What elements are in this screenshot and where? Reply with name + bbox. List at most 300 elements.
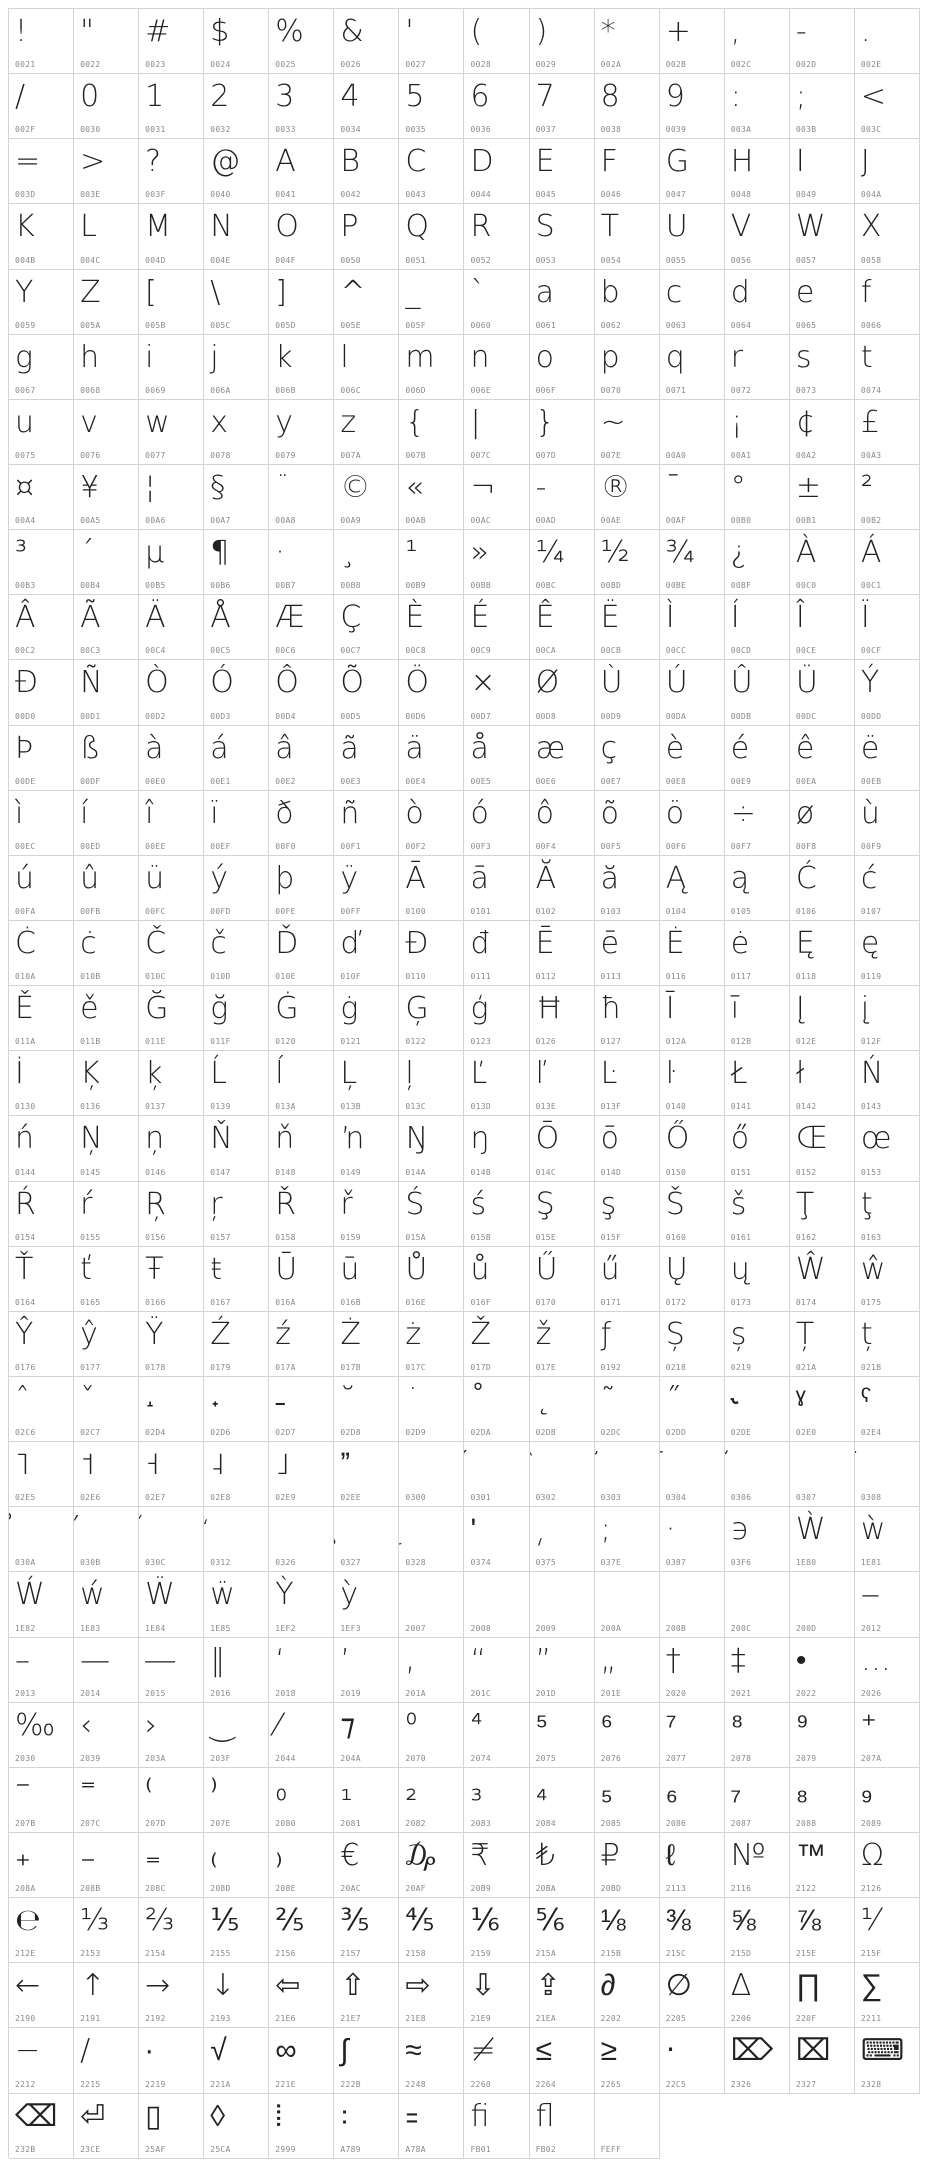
glyph-sample: ˘ [340,1381,356,1417]
glyph-sample: ₁ [340,1772,353,1808]
glyph-cell [855,204,920,269]
glyph-cell [269,726,334,791]
codepoint-label: 2009 [535,1623,557,1633]
codepoint-label: 0047 [665,190,687,200]
codepoint-label: 00BD [600,581,622,591]
codepoint-label: 02E8 [210,1493,231,1503]
codepoint-label: 00E0 [145,776,166,786]
glyph-sample: ŧ [210,1251,222,1287]
glyph-cell [334,986,399,1051]
glyph-cell [855,1963,920,2028]
glyph-sample: Ħ [535,991,564,1027]
glyph-cell [204,2028,269,2093]
glyph-sample: ₀ [275,1772,288,1808]
glyph-cell [399,465,464,530]
glyph-sample: ˦ [80,1447,95,1483]
glyph-cell [9,1116,74,1181]
codepoint-label: 0026 [340,60,361,70]
glyph-cell [725,660,790,725]
codepoint-label: 0034 [340,125,361,135]
codepoint-label: 2157 [340,1949,361,1959]
codepoint-label: 004E [210,255,231,265]
glyph-sample: „ [600,1642,617,1678]
glyph-cell [464,1312,529,1377]
glyph-cell [725,530,790,595]
codepoint-label: 011B [80,1037,101,1047]
glyph-cell [660,1312,725,1377]
glyph-sample: ŵ [860,1251,886,1287]
glyph-cell [269,1507,334,1572]
glyph-cell [74,139,139,204]
codepoint-label: 00D9 [600,711,622,721]
glyph-cell [855,1898,920,1963]
codepoint-label: 00C5 [210,646,231,656]
glyph-sample: ⁸ [730,1707,744,1743]
glyph-cell [855,465,920,530]
codepoint-label: 0157 [210,1232,231,1242]
glyph-sample: Ľ [470,1056,488,1092]
glyph-sample: ⇪ [535,1968,561,2004]
glyph-cell [725,1051,790,1116]
glyph-sample: # [145,14,171,49]
codepoint-label: 0306 [730,1493,752,1503]
glyph-cell [595,1638,660,1703]
glyph-sample: l [340,339,349,375]
glyph-cell [855,1247,920,1312]
glyph-cell [464,791,529,856]
codepoint-label: 011E [145,1037,166,1047]
glyph-sample: î [145,795,154,831]
codepoint-label: 0046 [600,190,622,200]
codepoint-label: 0142 [795,1102,817,1112]
glyph-cell [139,1703,204,1768]
glyph-sample: ï [210,795,219,831]
glyph-sample: ć [860,860,878,896]
glyph-cell [399,270,464,335]
glyph-cell [660,726,725,791]
codepoint-label: FB01 [470,2144,491,2154]
glyph-sample: ľ [535,1056,547,1092]
glyph-cell [855,856,920,921]
codepoint-label: 200C [730,1623,752,1633]
glyph-sample: å [470,730,489,766]
glyph-sample: İ [15,1056,24,1092]
glyph-sample: ŗ [210,1186,223,1222]
glyph-sample: ₺ [535,1837,555,1873]
codepoint-label: 0155 [80,1232,101,1242]
glyph-cell [595,465,660,530]
codepoint-label: 00A9 [340,516,361,526]
glyph-sample: 3 [275,79,295,115]
glyph-sample: ˆ [15,1381,30,1417]
codepoint-label: 2013 [15,1688,36,1698]
codepoint-label: 200B [665,1623,687,1633]
glyph-sample: Ì [665,600,675,636]
glyph-cell [269,270,334,335]
codepoint-label: 2083 [470,1818,491,1828]
glyph-sample: ∫ [340,2033,349,2069]
glyph-sample: : [730,79,741,115]
codepoint-label: 0031 [145,125,166,135]
glyph-sample: § [210,469,226,505]
codepoint-label: 201D [535,1688,557,1698]
glyph-cell [790,791,855,856]
codepoint-label: 0111 [470,972,491,982]
glyph-sample: ő [730,1121,750,1157]
glyph-sample: G [665,144,689,180]
glyph-sample: ỳ [340,1577,359,1613]
glyph-cell [334,2028,399,2093]
codepoint-label: 2999 [275,2144,296,2154]
codepoint-label: 0120 [275,1037,296,1047]
codepoint-label: 02DC [600,1428,622,1438]
glyph-sample: ℮ [15,1903,41,1939]
glyph-cell [790,9,855,74]
glyph-cell [269,1182,334,1247]
glyph-cell [334,1963,399,2028]
glyph-cell [399,2028,464,2093]
codepoint-label: 007D [535,450,557,460]
codepoint-label: 2020 [665,1688,687,1698]
codepoint-label: 2082 [405,1818,426,1828]
glyph-sample: è [665,730,685,766]
glyph-cell [725,2028,790,2093]
glyph-cell [139,726,204,791]
glyph-sample: Ø [535,665,560,701]
codepoint-label: 2087 [730,1818,752,1828]
codepoint-label: 00F3 [470,841,491,851]
glyph-sample: þ [275,860,295,896]
glyph-cell [660,1703,725,1768]
codepoint-label: 0173 [730,1297,752,1307]
codepoint-label: 00B8 [340,581,361,591]
glyph-sample: ŀ [665,1056,676,1092]
codepoint-label: 2016 [210,1688,231,1698]
codepoint-label: 215E [795,1949,817,1959]
glyph-cell [660,1116,725,1181]
codepoint-label: 003F [145,190,166,200]
glyph-cell [530,791,595,856]
codepoint-label: 006C [340,385,361,395]
glyph-cell [725,1963,790,2028]
glyph-cell [9,595,74,660]
glyph-cell [790,1507,855,1572]
glyph-cell [269,2028,334,2093]
glyph-cell [530,1768,595,1833]
glyph-sample: Y [15,274,34,310]
codepoint-label: 0028 [470,60,491,70]
glyph-cell [464,660,529,725]
codepoint-label: 2070 [405,1753,426,1763]
glyph-sample: Đ [405,925,429,961]
glyph-cell [464,2094,529,2159]
glyph-sample: ⅓ [80,1903,110,1939]
glyph-cell [595,1572,660,1637]
glyph-cell [660,204,725,269]
codepoint-label: 00C1 [860,581,882,591]
glyph-sample: ⅛ [600,1903,626,1939]
glyph-sample: O [275,209,299,245]
codepoint-label: 012F [860,1037,882,1047]
glyph-sample: ₯ [405,1837,436,1873]
codepoint-label: 02DD [665,1428,687,1438]
glyph-sample: ô [535,795,554,831]
codepoint-label: 0056 [730,255,752,265]
glyph-sample: ⁰ [405,1707,418,1743]
codepoint-label: 00EA [795,776,817,786]
glyph-cell [464,9,529,74]
glyph-cell [74,2028,139,2093]
codepoint-label: 1E85 [210,1623,231,1633]
codepoint-label: 25AF [145,2144,166,2154]
codepoint-label: 20BA [535,1884,557,1894]
glyph-cell [725,9,790,74]
glyph-cell [74,465,139,530]
codepoint-label: 2018 [275,1688,296,1698]
glyph-cell [9,1051,74,1116]
codepoint-label: 014B [470,1167,491,1177]
codepoint-label: 0064 [730,320,752,330]
codepoint-label: 2014 [80,1688,101,1698]
glyph-cell [74,1247,139,1312]
glyph-cell [790,1768,855,1833]
codepoint-label: 2153 [80,1949,101,1959]
glyph-sample: ⁺ [860,1707,877,1743]
codepoint-label: 0160 [665,1232,687,1242]
codepoint-label: 0174 [795,1297,817,1307]
codepoint-label: 02E7 [145,1493,166,1503]
glyph-cell [74,1833,139,1898]
codepoint-label: 0165 [80,1297,101,1307]
codepoint-label: 00F2 [405,841,426,851]
codepoint-label: 0123 [470,1037,491,1047]
glyph-cell [725,921,790,986]
codepoint-label: 00B7 [275,581,296,591]
glyph-cell [9,74,74,139]
glyph-cell [399,856,464,921]
glyph-sample: V [730,209,752,245]
codepoint-label: 010E [275,972,296,982]
codepoint-label: 0054 [600,255,622,265]
codepoint-label: 2084 [535,1818,557,1828]
glyph-cell [139,1377,204,1442]
glyph-cell [530,74,595,139]
codepoint-label: 015B [470,1232,491,1242]
codepoint-label: 0068 [80,385,101,395]
glyph-sample: ì [15,795,24,831]
glyph-sample: , [730,14,741,49]
codepoint-label: 007E [600,450,622,460]
codepoint-label: 004B [15,255,36,265]
codepoint-label: 2078 [730,1753,752,1763]
codepoint-label: 0159 [340,1232,361,1242]
glyph-cell [464,595,529,660]
glyph-sample: ķ [145,1056,163,1092]
codepoint-label: 00ED [80,841,101,851]
glyph-sample: Ẁ [795,1512,826,1548]
glyph-cell [139,2094,204,2159]
glyph-cell [399,1377,464,1442]
glyph-sample: t [860,339,873,375]
glyph-sample: Ņ [80,1121,103,1157]
glyph-sample: ò [405,795,424,831]
glyph-sample: ͵ [535,1512,544,1548]
glyph-cell [595,1703,660,1768]
codepoint-label: 02E0 [795,1428,817,1438]
codepoint-label: 221E [275,2079,296,2089]
glyph-sample: ℓ [665,1837,676,1873]
glyph-sample: Ÿ [145,1316,164,1352]
glyph-cell [399,1638,464,1703]
glyph-cell [9,204,74,269]
glyph-sample: û [80,860,100,896]
glyph-sample: ‰ [15,1707,56,1743]
codepoint-label: 00D6 [405,711,426,721]
glyph-sample: Ű [535,1251,558,1287]
glyph-sample: ⅗ [340,1903,370,1939]
codepoint-label: 0033 [275,125,296,135]
codepoint-label: 232B [15,2144,36,2154]
codepoint-label: 00F4 [535,841,557,851]
codepoint-label: 0175 [860,1297,882,1307]
glyph-sample: ë [860,730,880,766]
glyph-sample: a [535,274,554,310]
glyph-cell [204,1051,269,1116]
backspace-icon: ⌫ [15,2098,58,2134]
glyph-sample: Ŕ [15,1186,36,1222]
glyph-cell [204,660,269,725]
glyph-cell [530,139,595,204]
glyph-cell [269,1638,334,1703]
codepoint-label: 00A8 [275,516,296,526]
glyph-cell [9,921,74,986]
glyph-cell [660,400,725,465]
glyph-cell [725,1182,790,1247]
glyph-cell [530,2028,595,2093]
glyph-sample: ¾ [665,535,695,571]
glyph-sample: ∅ [665,1968,692,2004]
glyph-sample: F [600,144,618,180]
glyph-cell [9,726,74,791]
codepoint-label: 010D [210,972,231,982]
codepoint-label: 00DF [80,776,101,786]
codepoint-label: 25CA [210,2144,231,2154]
glyph-sample: ų [730,1251,750,1287]
codepoint-label: 0176 [15,1362,36,1372]
codepoint-label: 00C0 [795,581,817,591]
codepoint-label: 002B [665,60,687,70]
codepoint-label: 016E [405,1297,426,1307]
codepoint-label: 0110 [405,972,426,982]
glyph-cell [530,465,595,530]
glyph-cell [595,1051,660,1116]
codepoint-label: 0055 [665,255,687,265]
codepoint-label: 0060 [470,320,491,330]
glyph-cell [204,1963,269,2028]
glyph-sample: ņ [145,1121,165,1157]
codepoint-label: 20AF [405,1884,426,1894]
codepoint-label: 0166 [145,1297,166,1307]
codepoint-label: 0156 [145,1232,166,1242]
codepoint-label: 002F [15,125,36,135]
codepoint-label: 00FB [80,906,101,916]
glyph-cell [530,1182,595,1247]
glyph-sample: ₄ [535,1772,548,1808]
codepoint-label: 012E [795,1037,817,1047]
codepoint-label: 215B [600,1949,622,1959]
glyph-sample: ĺ [275,1056,284,1092]
glyph-sample: ⁄ [275,1707,281,1743]
glyph-cell [595,2094,660,2159]
codepoint-label: 00BE [665,581,687,591]
codepoint-label: 0050 [340,255,361,265]
glyph-cell [790,1963,855,2028]
glyph-sample: ⅙ [470,1903,500,1939]
glyph-sample: ± [795,469,821,505]
glyph-cell [139,791,204,856]
codepoint-label: 0043 [405,190,426,200]
glyph-cell [530,1116,595,1181]
glyph-sample: + [665,14,691,49]
codepoint-label: 0122 [405,1037,426,1047]
glyph-cell [855,1572,920,1637]
glyph-sample: ˔ [145,1381,156,1417]
codepoint-label: 0024 [210,60,231,70]
glyph-sample: Ẃ [15,1577,45,1613]
glyph-sample: ] [275,274,287,310]
glyph-cell [9,465,74,530]
glyph-cell [790,1572,855,1637]
codepoint-label: 005E [340,320,361,330]
codepoint-label: 00F0 [275,841,296,851]
glyph-cell [399,726,464,791]
codepoint-label: 03F6 [730,1558,752,1568]
glyph-sample: L [80,209,97,245]
glyph-cell [595,1963,660,2028]
glyph-cell [9,660,74,725]
codepoint-label: 0144 [15,1167,36,1177]
glyph-cell [204,1768,269,1833]
glyph-cell [464,335,529,400]
glyph-sample: Ş [535,1186,555,1222]
glyph-sample: ẃ [80,1577,105,1613]
glyph-sample: Æ [275,600,305,636]
glyph-cell [595,1377,660,1442]
glyph-sample: ₌ [145,1837,161,1873]
codepoint-label: 0022 [80,60,101,70]
codepoint-label: 00E9 [730,776,752,786]
glyph-cell [660,1442,725,1507]
glyph-sample: × [470,665,496,701]
codepoint-label: 2158 [405,1949,426,1959]
codepoint-label: 0075 [15,450,36,460]
glyph-cell [595,1507,660,1572]
codepoint-label: 00A2 [795,450,817,460]
glyph-sample: 1 [145,79,165,115]
codepoint-label: 2081 [340,1818,361,1828]
glyph-cell [855,791,920,856]
glyph-sample: ∏ [795,1968,821,2004]
glyph-cell [9,270,74,335]
glyph-sample: ⇧ [340,1968,366,2004]
glyph-cell [790,1312,855,1377]
codepoint-label: 00D8 [535,711,557,721]
glyph-cell [334,726,399,791]
codepoint-label: 00B9 [405,581,426,591]
codepoint-label: 0057 [795,255,817,265]
codepoint-label: 00B2 [860,516,882,526]
glyph-sample: ϶ [730,1512,750,1548]
